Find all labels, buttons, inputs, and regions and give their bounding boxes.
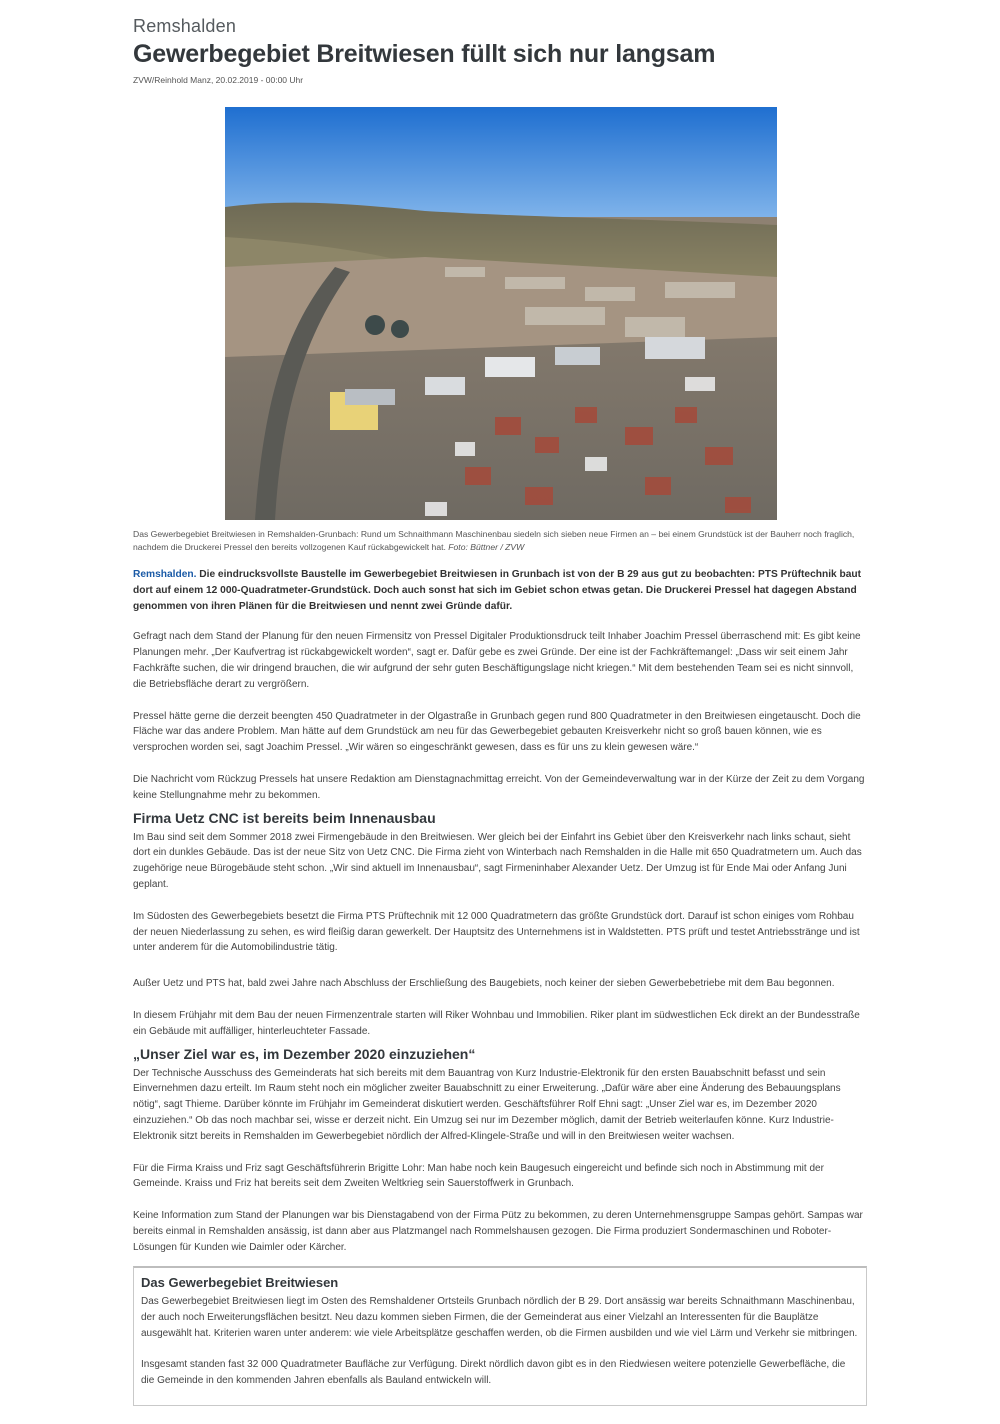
caption-text: Das Gewerbegebiet Breitwiesen in Remshalden-Grunbach: Rund um Schnaithmann Maschinenbau siedeln sich sieben neue Firmen an – bei einem Grundstück ist der Bauherr noch fraglich, nachdem die Druckerei Pressel den bereits vollzogenen Kauf rückabgewickelt hat. [133, 529, 855, 552]
info-box-title: Das Gewerbegebiet Breitwiesen [141, 1275, 339, 1290]
paragraph: Im Bau sind seit dem Sommer 2018 zwei Firmengebäude in den Breitwiesen. Wer gleich bei der Einfahrt ins Gebiet über den Kreisverkehr nach links schaut, sieht dort ein dunkles Gebäude. Das ist der neue Sitz von Uetz CNC. Die Firma zieht von Winterbach nach Remshalden in die Halle mit 650 Quadratmetern um. Auch das zugehörige neue Bürogebäude steht schon. „Wir sind aktuell im Innenausbau“, sagt Firmeninhaber Alexander Uetz. Der Umzug ist für Ende Mai oder Anfang Juni geplant. [133, 831, 862, 890]
info-box-paragraph: Insgesamt standen fast 32 000 Quadratmeter Baufläche zur Verfügung. Direkt nördlich davon gibt es in den Riedwiesen weitere potenzielle Gewerbefläche, die die Gemeinde in den kommenden Jahren ebenfalls als Bauland entwickeln will. [141, 1359, 846, 1387]
lead-text: Die eindrucksvollste Baustelle im Gewerbegebiet Breitwiesen in Grunbach ist von der B 29 aus gut zu beobachten: PTS Prüftechnik baut dort auf einem 12 000-Quadratmeter-Grundstück. Doch auch sonst hat sich im Gebiet schon etwas getan. Die Druckerei Pressel hat dagegen Abstand genommen von ihren Plänen für die Breitwiesen und nennt zwei Gründe dafür. [133, 569, 862, 612]
subheading: „Unser Ziel war es, im Dezember 2020 einzuziehen“ [133, 1045, 476, 1062]
info-box-paragraph: Das Gewerbegebiet Breitwiesen liegt im Osten des Remshaldener Ortsteils Grunbach nördlich der B 29. Dort ansässig war bereits Schnaithmann Maschinenbau, der auch noch Erweiterungsflächen besitzt. Neu dazu kommen sieben Firmen, die der Gemeinderat aus einer Vielzahl an Interessenten für die Bauplätze ausgewählt hat. Kriterien waren unter anderem: wie viele Arbeitsplätze geschaffen werden, ob die Firmen ausbilden und wie viel Lärm und Verkehr sie mitbringen. [141, 1296, 858, 1339]
dateline-place: Remshalden. [133, 569, 197, 580]
paragraph: Gefragt nach dem Stand der Planung für den neuen Firmensitz von Pressel Digitaler Produktionsdruck teilt Inhaber Joachim Pressel überraschend mit: Es gibt keine Planungen mehr. „Der Kaufvertrag ist rückabgewickelt worden“, sagt er. Dafür gebe es zwei Gründe. Der eine ist der Fachkräftemangel: „Dass wir seit einem Jahr Fachkräfte suchen, die wir dringend brauchen, die wir aufgrund der sehr guten Beschäftigungslage nicht kriegen.“ Mit dem bestehenden Team sei es nicht sinnvoll, die Betriebsfläche derart zu vergrößern. [133, 631, 861, 690]
lead-paragraph [133, 567, 869, 614]
article-body [133, 567, 869, 1256]
article-headline: Gewerbegebiet Breitwiesen füllt sich nur langsam [133, 40, 716, 68]
paragraph: Der Technische Ausschuss des Gemeinderats hat sich bereits mit dem Bauantrag von Kurz Industrie-Elektronik für den ersten Bauabschnitt befasst und sein Einvernehmen dazu erteilt. Im Raum steht noch ein möglicher zweiter Bauabschnitt zu einer Erweiterung. „Dafür wäre aber eine Änderung des Bebauungsplans nötig“, sagt Thieme. Darüber könnte im Frühjahr im Gemeinderat diskutiert werden. Geschäftsführer Rolf Ehni sagt: „Unser Ziel war es, im Dezember 2020 einzuziehen.“ Ob das noch machbar sei, wisse er derzeit nicht. Ein Umzug sei nur im Dezember möglich, damit der Betrieb weiterlaufen könne. Kurz Industrie-Elektronik sitzt bereits in Remshalden im Gewerbegebiet nördlich der Alfred-Klingele-Straße und will in den Breitwiesen weiter wachsen. [133, 1067, 841, 1142]
paragraph: Die Nachricht vom Rückzug Pressels hat unsere Redaktion am Dienstagnachmittag erreicht. Von der Gemeindeverwaltung war in der Kürze der Zeit zu dem Vorgang keine Stellungnahme mehr zu bekommen. [133, 773, 865, 801]
paragraph: Im Südosten des Gewerbegebiets besetzt die Firma PTS Prüftechnik mit 12 000 Quadratmetern das größte Grundstück dort. Darauf ist schon einiges vom Rohbau der neuen Niederlassung zu sehen, es wird fleißig daran gewerkelt. Der Hauptsitz des Unternehmens ist in Waldstetten. PTS prüft und testet Antriebsstränge und ist unter anderem für die Automobilindustrie tätig. [133, 910, 860, 954]
paragraph: Pressel hätte gerne die derzeit beengten 450 Quadratmeter in der Olgastraße in Grunbach gegen rund 800 Quadratmeter in den Breitwiesen eingetauscht. Doch die Fläche war das andere Problem. Man hätte auf dem Grundstück am neu für das Gewerbegebiet gebauten Kreisverkehr nicht so groß bauen können, wie es versprochen worden sei, sagt Joachim Pressel. „Wir wären so eingeschränkt gewesen, dass es für uns zu klein gewesen wäre.“ [133, 710, 861, 754]
info-box [133, 1266, 867, 1406]
aerial-photo [225, 107, 777, 520]
paragraph: In diesem Frühjahr mit dem Bau der neuen Firmenzentrale starten will Riker Wohnbau und Immobilien. Riker plant im südwestlichen Eck direkt an der Bundesstraße ein Gebäude mit auffälliger, hinterleuchteter Fassade. [133, 1009, 860, 1037]
paragraph: Keine Information zum Stand der Planungen war bis Dienstagabend von der Firma Pütz zu bekommen, zu deren Unternehmensgruppe Sampas gehört. Sampas war bereits einmal in Remshalden ansässig, ist dann aber aus Platzmangel nach Rommelshausen gezogen. Die Firma produziert Sondermaschinen und Roboter-Lösungen für Kunden wie Daimler oder Kärcher. [133, 1210, 863, 1253]
article-byline: ZVW/Reinhold Manz, 20.02.2019 - 00:00 Uhr [133, 75, 304, 85]
subheading: Firma Uetz CNC ist bereits beim Innenausbau [133, 809, 436, 826]
paragraph: Für die Firma Kraiss und Friz sagt Geschäftsführerin Brigitte Lohr: Man habe noch kein Baugesuch eingereicht und befinde sich noch in Abstimmung mit der Gemeinde. Kraiss und Friz hat bereits seit dem Zweiten Weltkrieg sein Sauerstoffwerk in Grunbach. [133, 1162, 824, 1190]
paragraph: Außer Uetz und PTS hat, bald zwei Jahre nach Abschluss der Erschließung des Baugebiets, noch keiner der sieben Gewerbebetriebe mit dem Bau begonnen. [133, 978, 835, 990]
article-header [133, 14, 869, 86]
photo-caption [133, 528, 869, 554]
photo-credit: Foto: Büttner / ZVW [448, 542, 525, 552]
article-kicker: Remshalden [133, 16, 237, 36]
